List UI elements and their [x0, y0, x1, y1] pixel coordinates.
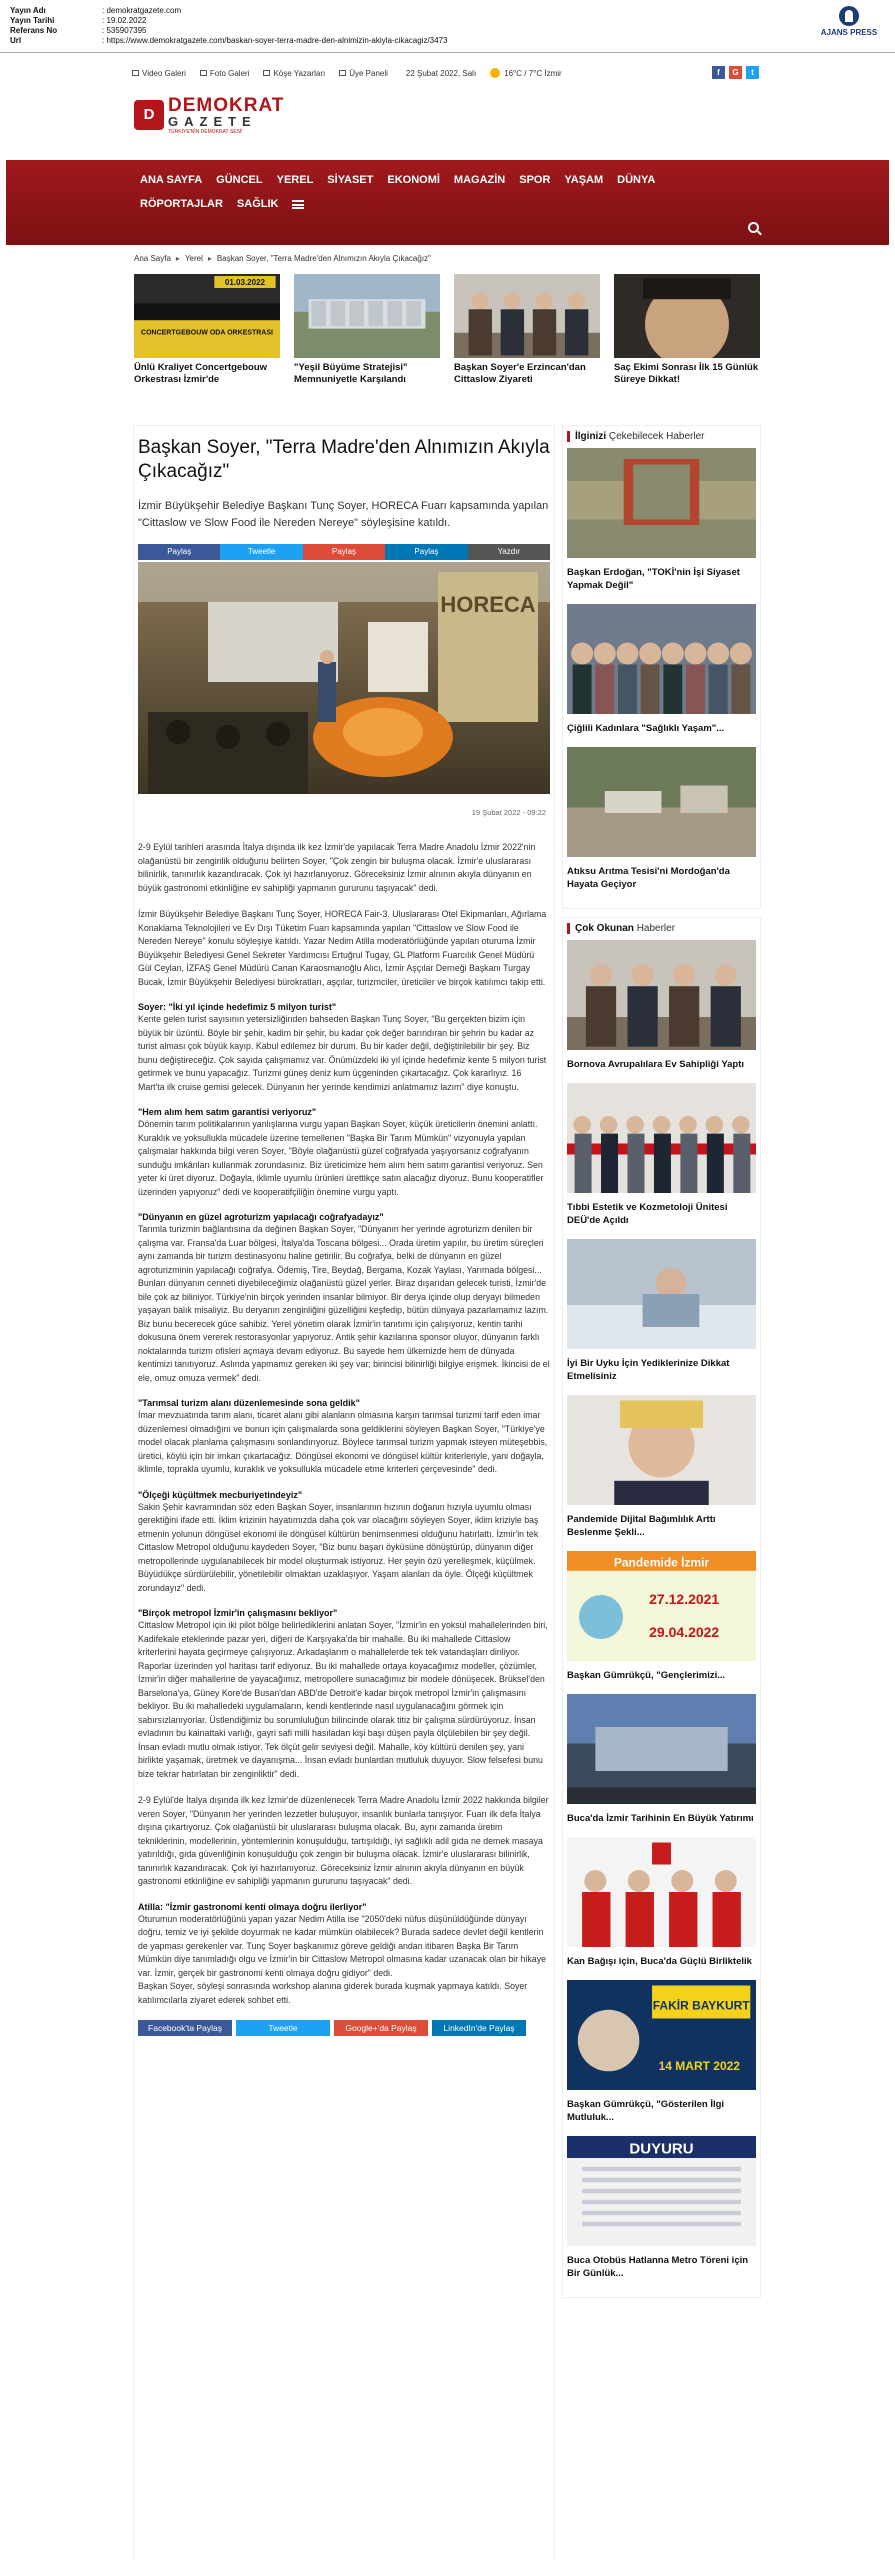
- sidebar-news-item[interactable]: [567, 1694, 756, 1825]
- duyuru-photo: [567, 2136, 756, 2246]
- article-paragraph: Kente gelen turist sayısının yetersizliğinden bahseden Başkan Tunç Soyer, "Bu gerçekten bizim için büyük bir üzüntü. Böyle bir şehir, kadim bir şehir, bu kadar çok değer barındıran bir şehrin bu kadar az turist alması çok büyük kayıp. Kabul edilemez bir durum. Bu bir kader değil, değiştirilebilir bir şey. Biz bunu değiştireceğiz. Çok sayıda çalışmamız var. Önümüzdeki iki yıl içinde hedefimiz kente 5 milyon turist getirmek ve bunu yapacağız. Turizmi güneş deniz kum üçgeninden çıkartacağız. Çok kararlıyız. 16 Mart'ta ilk cruise gemisi gelecek. Dünyanın her yerinde kendimizi anlatmamız lazım" diye konuştu.: [138, 1014, 547, 1092]
- interesting-news-heading: [567, 431, 756, 442]
- related-card-image: [614, 274, 760, 358]
- sidebar-news-item[interactable]: [567, 604, 756, 735]
- people-photo: [454, 274, 600, 358]
- article: [134, 426, 554, 2560]
- related-card-image: [454, 274, 600, 358]
- article-paragraph: İmar mevzuatında tarım alanı, ticaret alanı gibi alanların olmasına karşın tarımsal turizmi tarif eden imar düzenlemesi olmadığını ve bunun için çalışmalarda sona geldiklerini söyleyen Başkan Soyer, "Türkiye'ye model olacak planlama çalışmasını sonlandırıyoruz. Böylece tarımsal turizm yapmak isteyen müteşebbis, üretici, köylü için bir imkan çıkartacağız. Döngüsel ekonomi ve döngüsel kültür kriterleriyle, yani doğayla, iklimle, toprakla uyumlu, kuraklık ve yoksullukla mücadele etme kriterleri çerçevesinde" dedi.: [138, 1410, 548, 1474]
- sidebar-news-item[interactable]: [567, 1551, 756, 1682]
- topbar-link-label: Üye Paneli: [349, 68, 388, 78]
- main-nav: [6, 160, 889, 245]
- meta-row: [10, 6, 447, 16]
- image-text: FAKİR BAYKURT: [652, 1998, 750, 2013]
- article-hero-image: [138, 562, 550, 794]
- sidebar-news-image: [567, 1837, 756, 1947]
- article-paragraph: 2-9 Eylül tarihleri arasında İtalya dışında ilk kez İzmir'de yapılacak Terra Madre Anadolu İzmir 2022'nin olağanüstü bir zenginlik olduğunu belirten Soyer, "Çok zengin bir buluşma olacak. İzmir'e uluslararası bilinirlik, tanınırlık kazandıracak. Çok iyi hazırlanıyoruz. Göreceksiniz İzmir alnının akıyla dünyanın en büyük gastronomi etkinliğine ev sahipliği yapmanın gururunu taşıyacak" dedi.: [138, 842, 536, 893]
- breadcrumb-home[interactable]: Ana Sayfa: [134, 254, 171, 263]
- image-text: DUYURU: [629, 2140, 694, 2158]
- logo-mark-icon: D: [134, 100, 164, 130]
- meta-row: [10, 36, 447, 46]
- hero-photo: [138, 562, 550, 794]
- article-lead: İzmir Büyükşehir Belediye Başkanı Tunç Soyer, HORECA Fuarı kapsamında yapılan "Cittaslow ve Slow Food ile Nereden Nereye" söyleşisine katıldı.: [138, 500, 549, 529]
- article-subheading: "Hem alım hem satım garantisi veriyoruz": [138, 1107, 317, 1117]
- logo-line-1: DEMOKRAT: [168, 94, 285, 116]
- article-subheading: "Birçok metropol İzmir'in çalışmasını bekliyor": [138, 1608, 338, 1618]
- aerial-photo: [567, 448, 756, 558]
- heading-bold: İlginizi: [575, 431, 607, 442]
- topbar-link-photo[interactable]: [200, 69, 250, 78]
- publication-meta: [10, 6, 447, 46]
- share-linkedin-button[interactable]: Paylaş: [385, 544, 467, 560]
- logo-line-2: GAZETE: [168, 113, 257, 129]
- sidebar-news-title: Atıksu Arıtma Tesisi'ni Mordoğan'da Hayata Geçiyor: [567, 866, 730, 890]
- share-twitter-button[interactable]: Tweetle: [220, 544, 302, 560]
- meta-row: [10, 16, 447, 26]
- topbar-link-label: Köşe Yazarları: [273, 68, 326, 78]
- baykurt-photo: [567, 1980, 756, 2090]
- related-card-title: Başkan Soyer'e Erzincan'dan Cittaslow Ziyareti: [454, 362, 586, 385]
- nav-item[interactable]: YAŞAM: [564, 174, 604, 186]
- article-subheading: Soyer: "İki yıl içinde hedefimiz 5 milyon turist": [138, 1002, 337, 1012]
- building-photo: [567, 1694, 756, 1804]
- current-date: 22 Şubat 2022, Salı: [405, 68, 477, 78]
- redcross-photo: [567, 1837, 756, 1947]
- breadcrumb-category[interactable]: Yerel: [184, 254, 203, 263]
- sidebar-news-item[interactable]: [567, 940, 756, 1071]
- weather: [490, 68, 562, 78]
- article-paragraph: Oturumun moderatörlüğünü yapan yazar Nedim Atilla ise "2050'deki nüfus düşünüldüğünde dünyayı doğru, temiz ve iyi şekilde doyurmak ne kadar mümkün olabilecek? Burada sadece devlet değil kentlerin de yapması gerekenler var. Tunç Soyer başkanımız göreve geldiği andan itibaren Başka Bir Tarım Mümkün diye tanımladığı olgu ve İzmir'in bir Cittaslow Metropol olmasına kadar uzanacak olan bir hikaye var. İzmir, gerçek bir gastronomi kenti olmaya doğru gidiyor" dedi. Başkan Soyer, söyleşi sonrasında workshop alanına giderek burada kuşmak yapmaya katıldı. Soyer katılımcılarla ziyaret ederek sohbet etti.: [138, 1913, 546, 2005]
- hamburger-menu-icon[interactable]: [292, 200, 304, 209]
- google-plus-icon[interactable]: G: [729, 66, 742, 79]
- meta-key: Url: [10, 36, 22, 45]
- article-subheading: "Ölçeği küçültmek mecburiyetindeyiz": [138, 1489, 303, 1500]
- related-card[interactable]: [294, 274, 440, 386]
- nav-items: [140, 168, 760, 216]
- article-paragraph: 2-9 Eylül'de İtalya dışında ilk kez İzmir'de düzenlenecek Terra Madre Anadolu İzmir 2022 hakkında bilgiler veren Soyer, "Dünyanın her yerinden lezzetler buluşuyor, insanlık bunlarla tanışıyor. Fuarı ilk defa İtalya dışına çıkartıyoruz. Çok olağanüstü bir uluslararası buluşma olacak. Bu, aynı zamanda üretim tekniklerinin, modellerinin, yöntemlerinin konuşulduğu, tartışıldığı, iyi sağlıklı adil gıda ne demek masaya yatırıldığı, gıda güvenliğinin konuşulduğu çok zengin bir buluşma olacak. İzmir'e uluslararası bilinirlik, tanınırlık kazandıracak. Çok iyi hazırlanıyoruz. Göreceksiniz İzmir alnının akıyla dünyanın en büyük gastronomi etkinliğine ev sahipliği yapmanın gururunu taşıyacak" dedi.: [138, 1795, 549, 1886]
- print-button[interactable]: Yazdır: [468, 544, 550, 560]
- share-bar: [138, 544, 550, 560]
- image-text: 29.04.2022: [649, 1623, 720, 1640]
- image-text: 27.12.2021: [649, 1590, 720, 1607]
- meta-value: : 535907395: [102, 26, 147, 35]
- sidebar-news-image: [567, 1083, 756, 1193]
- ajans-press-logo: [819, 6, 879, 37]
- share-facebook-button[interactable]: Facebook'ta Paylaş: [138, 2020, 232, 2036]
- share-linkedin-button[interactable]: LinkedIn'de Paylaş: [432, 2020, 526, 2036]
- heading-rest: Çekebilecek Haberler: [608, 431, 705, 442]
- concert-photo: [134, 274, 280, 358]
- camera-icon: [200, 70, 207, 76]
- sidebar-news-image: [567, 604, 756, 714]
- breadcrumb-current: Başkan Soyer, "Terra Madre'den Alnımızın Akıyla Çıkacağız": [216, 254, 431, 263]
- most-read-heading: [567, 923, 756, 934]
- article-date: 19 Şubat 2022 - 09:22: [471, 808, 546, 817]
- twitter-icon[interactable]: t: [746, 66, 759, 79]
- image-text: 14 MART 2022: [658, 2059, 740, 2074]
- sidebar: [563, 426, 760, 2307]
- nav-item[interactable]: SPOR: [519, 174, 551, 186]
- most-read-box: [563, 918, 760, 2297]
- sidebar-news-item[interactable]: [567, 1395, 756, 1539]
- sidebar-news-title: Buca Otobüs Hatlanna Metro Töreni için Bir Günlük...: [567, 2255, 749, 2279]
- meta-value: : demokratgazete.com: [102, 6, 182, 15]
- facebook-icon[interactable]: f: [712, 66, 725, 79]
- image-text: Pandemide İzmir: [613, 1555, 710, 1570]
- sleep-photo: [567, 1239, 756, 1349]
- sidebar-news-title: Bornova Avrupalılara Ev Sahipliği Yaptı: [567, 1059, 745, 1070]
- sidebar-news-image: [567, 2136, 756, 2246]
- share-google-button[interactable]: Google+'da Paylaş: [334, 2020, 428, 2036]
- meta-value: : 19.02.2022: [102, 16, 147, 25]
- heading-rest: Haberler: [636, 923, 676, 934]
- aerial2-photo: [567, 747, 756, 857]
- share-google-button[interactable]: Paylaş: [303, 544, 385, 560]
- related-card-image: [294, 274, 440, 358]
- meta-key: Referans No: [10, 26, 58, 35]
- sidebar-news-item[interactable]: [567, 1083, 756, 1227]
- sun-icon: [490, 68, 500, 78]
- article-subheading: "Dünyanın en güzel agroturizm yapılacağı coğrafyadayız": [138, 1212, 384, 1222]
- sidebar-news-item[interactable]: [567, 448, 756, 592]
- most-read-list: [567, 940, 756, 2280]
- sidebar-news-title: İyi Bir Uyku İçin Yediklerinize Dikkat Etmelisiniz: [567, 1358, 730, 1382]
- topbar-link-video[interactable]: [132, 69, 186, 78]
- logo-tagline: TÜRKİYE'NİN DEMOKRAT SESİ!: [168, 128, 243, 135]
- people-photo: [567, 940, 756, 1050]
- related-card[interactable]: [614, 274, 760, 386]
- hair-photo: [614, 274, 760, 358]
- user-icon: [339, 70, 346, 76]
- article-paragraph: Tarımla turizmin bağlantısına da değinen Başkan Soyer, "Dünyanın her yerinde agroturizm denilen bir çalışma var. Fransa'da Luar bölgesi, İtalya'da Toscana bölgesi... Orada üretim yapılır, bu üretim süreçleri aynı zamanda bir turizm destinasyonu haline getirilir. Bu coğrafya, belki de dünyanın en güzel agroturizminin yapılacağı coğrafya. Ödemiş, Tire, Beydağ, Bergama, Kozak Yaylası, Yarımada bölgesi... Bunları dünyanın cenneti diyebileceğimiz olağanüstü güzel yerler. Biraz dışarıdan gelecek turisti, İzmir'de bile çok az biliniyor. Türkiye'nin birçok yerinden insanlar bilmiyor. Bir derya içinde olup deryayı bilmeden yaşayan balık misaliyiz. Bu deryanın zenginliğini güzelliğini keşfedip, bütün dünyaya pazarlamamız lazım. Biz bunu becerecek güce sahibiz. Yerel yönetim olarak İzmir'in tanıtımı için çalışıyoruz, kentin tarihi dokusuna önem vererek restorasyonlar yapıyoruz. Antik şehir kazılarına sponsor oluyor, dünyanın farklı noktalarında turizm ofisleri açmaya devam ediyoruz. Bu sayede hem ülkemizde hem de dünyada kentimizi tanıtıyoruz. Aslında yapmamız gereken iki şey var; birincisi bilinirliği bilgiye erişmek. İkincisi de el ele, omuz omuza vermek" dedi.: [138, 1224, 550, 1383]
- interesting-news-box: [563, 426, 760, 908]
- nav-item[interactable]: GÜNCEL: [216, 174, 263, 186]
- sidebar-news-title: Başkan Gümrükçü, "Gençlerimizi...: [567, 1670, 726, 1681]
- sidebar-news-item[interactable]: [567, 747, 756, 891]
- article-paragraph: Dönemin tarım politikalarının yanlışlarına vurgu yapan Başkan Soyer, küçük üreticilerin önemini anlattı. Kuraklık ve yoksullukla mücadele üzerine temellenen "Başka Bir Tarım Mümkün" vizyonuyla yapılan çalışmalar hakkında bilgi veren Soyer, "Böyle olağanüstü güzel coğrafyada yaşıyorsanız coğrafyanın sunduğu imkânları kullanmak zorundasınız. Biz üreticimize hem alım hem satım garantisi veriyoruz. Sen yeter ki üret diyoruz. Doğayla, iklimle uyumlu ürünleri ürettikçe satın alacağız diyoruz. Bunu kooperatifler üzerinden yapıyoruz" dedi ve kooperatifçiliğin önemine vurgu yaptı.: [138, 1119, 544, 1197]
- interesting-news-list: [567, 448, 756, 891]
- nav-item[interactable]: RÖPORTAJLAR: [140, 198, 223, 210]
- crowd-photo: [567, 604, 756, 714]
- share-twitter-button[interactable]: Tweetle: [236, 2020, 330, 2036]
- meta-key: Yayın Adı: [10, 6, 46, 15]
- article-paragraph: Cittaslow Metropol için iki pilot bölge belirlediklerini anlatan Soyer, "İzmir'in en yoksul mahallelerinden biri, Kadifekale eteklerinde pazar yeri, diğeri de Karşıyaka'da bir mahalle. Bu iki mahallede Cittaslow kriterlerini hayata geçirmeye çalışıyoruz. Arkadaşlarım o mahallelerde tek tek vatandaşları dinliyor. Raporlar üzerinden yol haritası tarif ediyoruz. Bu iki mahallede ortaya koyacağımız modeller, çözümler, İzmir'in diğer mahallerine de yayacağımız, metropollere sunacağımız bir modele dönüşecek. Brüksel'den Barselona'ya, Güney Kore'de Busan'dan ABD'de Detroit'e kadar birçok metropol İzmir'in çalışmasını bekliyor. Bu iki mahalledeki uygulamaların, kendi kentlerinde nasıl uygulanacağını görmek için sabırsızlanıyorlar. Üstlendiğimiz bu sorumluluğun bilincinde olarak titiz bir çalışma sürdürüyoruz. İnsan evladının bu kainattaki varlığı, gayri safi milli hasıladan kişi başı düşen payla ölçülebilen bir şey değil. İnsan evladı mutlu olmak istiyor. Tek ölçüt gelir seviyesi değil. Mahalle, köy kültürü denilen şey, yani birlikte yaşamak, üretmek ve dayanışma... İnsan evladı bunlardan mutluluk duyuyor. Slow felsefesi bunu bize tekrar hatırlatan bir zenginliktir" dedi.: [138, 1620, 548, 1779]
- sidebar-news-item[interactable]: [567, 1837, 756, 1968]
- meta-key: Yayın Tarihi: [10, 16, 55, 25]
- sidebar-news-title: Buca'da İzmir Tarihinin En Büyük Yatırımı: [567, 1813, 754, 1824]
- sidebar-news-title: Başkan Erdoğan, "TOKİ'nin İşi Siyaset Yapmak Değil": [567, 567, 740, 591]
- meta-value: : https://www.demokratgazete.com/baskan-soyer-terra-madre-den-alnimizin-akiyla-cikacagiz/3473: [102, 36, 448, 45]
- poster-photo: [567, 1551, 756, 1661]
- sidebar-news-title: Başkan Gümrükçü, "Gösterilen İlgi Mutluluk...: [567, 2099, 725, 2123]
- sidebar-news-title: Pandemide Dijital Bağımlılık Arttı Beslenme Şekli...: [567, 1514, 716, 1538]
- image-text: 01.03.2022: [224, 278, 265, 287]
- related-card[interactable]: [454, 274, 600, 386]
- nav-item[interactable]: SAĞLIK: [236, 198, 279, 210]
- search-icon[interactable]: [748, 222, 759, 233]
- nav-item[interactable]: EKONOMİ: [387, 174, 440, 186]
- meta-divider: [0, 52, 895, 53]
- portrait-photo: [567, 1395, 756, 1505]
- related-card-title: Ünlü Kraliyet Concertgebouw Orkestrası İzmir'de: [134, 362, 268, 385]
- sidebar-news-image: [567, 1551, 756, 1661]
- article-paragraph: İzmir Büyükşehir Belediye Başkanı Tunç Soyer, HORECA Fair-3. Uluslararası Otel Ekipmanları, Ağırlama Konaklama Teknolojileri ve Ev Dışı Tüketim Fuarı kapsamında yapılan "Cittaslow ve Slow Food ile Nereden Nereye" konulu söyleşiye katıldı. Yazar Nedim Atilla moderatörlüğünde yapılan oturuma İzmir Büyükşehir Belediyesi Genel Sekreter Yardımcısı Ertuğrul Tugay, GL Platform Fuarcılık Genel Müdürü Gül Ceylan, İZFAŞ Genel Müdürü Canan Karaosmanoğlu Alıcı, İzmir Aşçılar Derneği Başkanı Turgay Bucak, İzmir Büyükşehir Belediyesi bürokratları, aşçılar, turizmciler, üreticiler ve birçok katılımcı takip etti.: [138, 909, 547, 987]
- ajans-press-text: AJANS PRESS: [820, 28, 878, 37]
- sidebar-news-item[interactable]: [567, 1980, 756, 2124]
- social-links: [708, 66, 759, 79]
- nav-item[interactable]: MAGAZİN: [453, 174, 506, 186]
- sidebar-news-title: Kan Bağışı için, Buca'da Güçlü Birliktelik: [567, 1956, 752, 1967]
- chevron-right-icon: ▸: [175, 254, 180, 263]
- sidebar-news-item[interactable]: [567, 1239, 756, 1383]
- meta-row: [10, 26, 447, 36]
- chevron-right-icon: ▸: [207, 254, 212, 263]
- sidebar-news-image: [567, 1239, 756, 1349]
- sidebar-news-title: Tıbbi Estetik ve Kozmetoloji Ünitesi DEÜ'de Açıldı: [567, 1202, 728, 1226]
- nav-item[interactable]: DÜNYA: [617, 174, 656, 186]
- topbar-link-members[interactable]: [339, 69, 388, 78]
- sidebar-news-image: [567, 747, 756, 857]
- related-card[interactable]: [134, 274, 280, 386]
- nav-item[interactable]: YEREL: [276, 174, 314, 186]
- nav-item[interactable]: ANA SAYFA: [140, 174, 203, 186]
- video-icon: [132, 70, 139, 76]
- article-paragraph: Sakin Şehir kavramından söz eden Başkan Soyer, insanlarının hızının doğanın hızıyla uyumlu olması gerektiğini ifade etti. İklim krizinin hayatımızda daha çok var olacağını söyleyen Soyer, iklim kriziyle baş etmenin yolunun döngüsel ekonomi ile döngüsel kültürün benimsenmesi olduğunu hatırlattı. İzmir'in tek Cittaslow Metropol olduğunu kaydeden Soyer, "Biz bunu başarı öyküsüne dönüştürüp, dünyanın diğer metropollerinde uygulanabilecek bir model oluşturmak istiyoruz. Her şeyin özü yerelleşmek, küçülmek. Büyüdükçe sürdürülebilir, yönetilebilir olmaktan uzaklaşıyor. Yaşam alanları da öyle. Ölçeği küçültmek zorundayız" dedi.: [138, 1501, 539, 1593]
- article-title: Başkan Soyer, "Terra Madre'den Alnımızın Akıyla Çıkacağız": [138, 437, 550, 482]
- share-bar-bottom: [138, 2020, 528, 2036]
- factory-photo: [294, 274, 440, 358]
- sidebar-news-item[interactable]: [567, 2136, 756, 2280]
- breadcrumb: [134, 254, 436, 263]
- topbar-link-authors[interactable]: [263, 69, 325, 78]
- sidebar-news-image: [567, 1395, 756, 1505]
- article-body: [138, 841, 550, 2007]
- nav-item[interactable]: SİYASET: [327, 174, 374, 186]
- site-logo[interactable]: [134, 90, 284, 140]
- heading-bold: Çok Okunan: [575, 923, 634, 934]
- related-news: [134, 274, 760, 386]
- topbar: [132, 64, 760, 82]
- topbar-link-label: Video Galeri: [142, 68, 186, 78]
- article-subheading: Atilla: "İzmir gastronomi kenti olmaya doğru ilerliyor": [138, 1901, 367, 1912]
- sidebar-news-image: [567, 448, 756, 558]
- related-card-image: [134, 274, 280, 358]
- topbar-link-label: Foto Galeri: [209, 68, 250, 78]
- article-subheading: "Tarımsal turizm alanı düzenlemesinde sona geldik": [138, 1398, 360, 1408]
- related-card-title: Saç Ekimi Sonrası İlk 15 Günlük Süreye Dikkat!: [614, 362, 759, 385]
- related-card-title: "Yeşil Büyüme Stratejisi" Memnuniyetle Karşılandı: [294, 362, 408, 385]
- image-text: CONCERTGEBOUW ODA ORKESTRASI: [141, 329, 273, 337]
- share-facebook-button[interactable]: Paylaş: [138, 544, 220, 560]
- sidebar-news-image: [567, 940, 756, 1050]
- sidebar-news-image: [567, 1694, 756, 1804]
- sidebar-news-title: Çiğlili Kadınlara "Sağlıklı Yaşam"...: [567, 723, 725, 734]
- ajans-press-icon: [839, 6, 859, 26]
- pen-icon: [263, 70, 270, 76]
- ribbon-photo: [567, 1083, 756, 1193]
- sidebar-news-image: [567, 1980, 756, 2090]
- weather-text: 16°C / 7°C İzmir: [504, 68, 562, 78]
- hero-sign-text: HORECA: [440, 592, 536, 617]
